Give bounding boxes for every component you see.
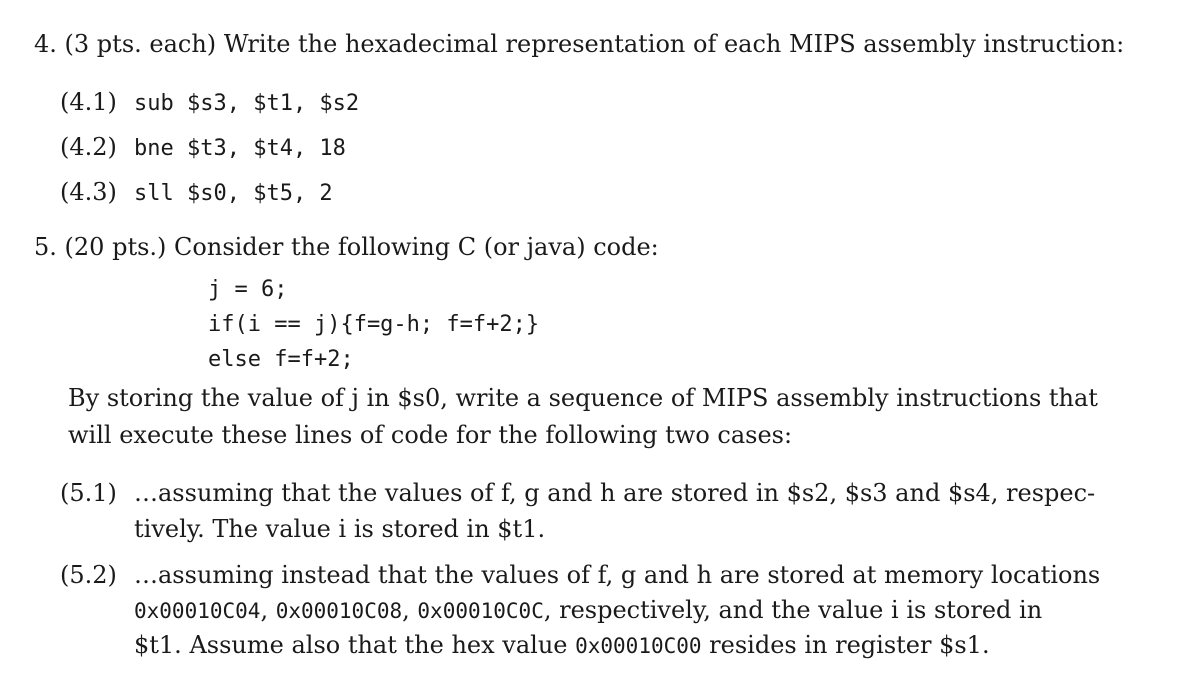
q5-number: 5. xyxy=(34,233,57,261)
q5-prompt: Consider the following C (or java) code: xyxy=(174,233,659,261)
code-line-1: j = 6; xyxy=(208,277,288,302)
q4-item-3 xyxy=(60,178,333,208)
code-line-2: if(i == j){f=g-h; f=f+2;} xyxy=(208,312,540,337)
address-1: 0x00010C04 xyxy=(134,599,261,623)
q5-heading xyxy=(34,233,659,261)
q5-sub2-text-3-head: $t1. Assume also that the hex value xyxy=(134,631,576,659)
q4-prompt: Write the hexadecimal representation of each MIPS assembly instruction: xyxy=(223,30,1125,58)
q4-heading xyxy=(34,30,1124,58)
address-2: 0x00010C08 xyxy=(275,599,403,623)
q5-body-line-1: By storing the value of j in $s0, write a sequence of MIPS assembly instructions that xyxy=(68,384,1098,412)
q4-item-1-code: sub $s3, $t1, $s2 xyxy=(134,91,360,116)
q4-points: (3 pts. each) xyxy=(64,30,217,58)
q5-sub2-line-1 xyxy=(60,561,1100,589)
q5-body-line-2: will execute these lines of code for the following two cases: xyxy=(68,421,793,449)
code-line-3: else f=f+2; xyxy=(208,347,354,372)
address-3: 0x00010C0C xyxy=(417,599,544,623)
separator-1: , xyxy=(260,596,276,624)
q5-sub2-text-1: …assuming instead that the values of f, g and h are stored at memory locations xyxy=(134,561,1101,589)
separator-2: , xyxy=(402,596,418,624)
q4-item-3-label: (4.3) xyxy=(60,178,117,206)
q5-sub1-line-2: tively. The value i is stored in $t1. xyxy=(134,515,546,543)
q5-sub1-text-1: …assuming that the values of f, g and h are stored in $s2, $s3 and $s4, respec- xyxy=(134,479,1096,507)
q4-item-2 xyxy=(60,133,346,163)
q4-item-2-code: bne $t3, $t4, 18 xyxy=(134,136,346,161)
q4-item-1 xyxy=(60,88,359,118)
q4-item-2-label: (4.2) xyxy=(60,133,117,161)
q5-sub2-line-2 xyxy=(134,596,1042,625)
q5-sub2-text-2: , respectively, and the value i is stored in xyxy=(543,596,1043,624)
address-4: 0x00010C00 xyxy=(575,634,702,658)
q5-sub1-line-1 xyxy=(60,479,1095,507)
q5-sub2-text-3-tail: resides in register $s1. xyxy=(701,631,990,659)
q5-points: (20 pts.) xyxy=(64,233,167,261)
q5-sub2-label: (5.2) xyxy=(60,561,117,589)
q5-sub1-label: (5.1) xyxy=(60,479,117,507)
q5-sub2-line-3 xyxy=(134,631,990,660)
q4-item-3-code: sll $s0, $t5, 2 xyxy=(134,181,333,206)
q4-item-1-label: (4.1) xyxy=(60,88,117,116)
q4-number: 4. xyxy=(34,30,57,58)
